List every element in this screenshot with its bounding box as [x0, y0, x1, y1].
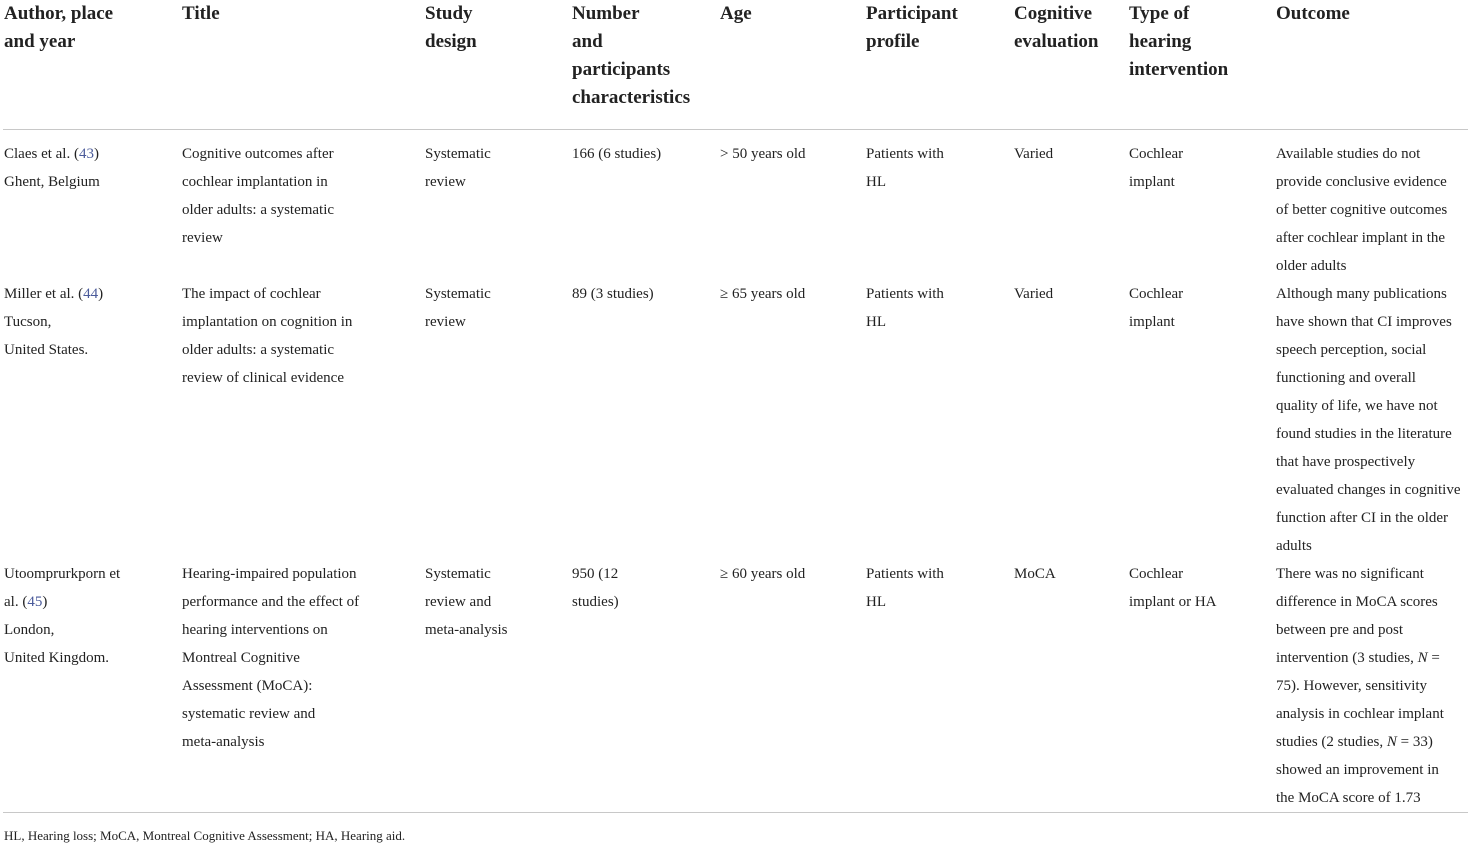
cell-outcome: There was no significant difference in MoCA scores between pre and post intervention (3 studies, N = 75). However, sensitivity analysis in cochlear implant studies (2 studies, N = 33) showed an improvement in the MoCA score of 1.73 [1275, 560, 1468, 813]
header-intervention: Type of hearing intervention [1128, 0, 1275, 130]
studies-table [3, 0, 1468, 813]
reference-link[interactable]: 43 [78, 146, 94, 162]
header-row [3, 0, 1468, 130]
table-footnote: HL, Hearing loss; MoCA, Montreal Cognitive Assessment; HA, Hearing aid. [4, 828, 406, 843]
cell-age: ≥ 65 years old [720, 286, 806, 302]
header-cognitive: Cognitive evaluation [1013, 0, 1128, 130]
cell-profile: Patients with HL [865, 560, 1013, 813]
cell-author: Claes et al. (43) Ghent, Belgium [4, 146, 100, 190]
cell-study-design: Systematic review [425, 286, 491, 330]
cell-age: > 50 years old [720, 146, 806, 162]
cell-intervention: Cochlear implant [1129, 286, 1184, 330]
header-number: Number and participants characteristics [571, 0, 719, 130]
cell-outcome: Although many publications have shown that CI improves speech perception, social functioning and overall quality of life, we have not found studies in the literature that have prospectively evaluated changes in cognitive function after CI in the older adults [1276, 286, 1461, 554]
cell-study-design: Systematic review [425, 146, 491, 190]
cell-cognitive: MoCA [1013, 560, 1128, 813]
cell-number: 950 (12 studies) [571, 560, 719, 813]
cell-outcome: Available studies do not provide conclusive evidence of better cognitive outcomes after cochlear implant in the older adults [1276, 146, 1448, 274]
table-row [3, 280, 1468, 560]
cell-intervention: Cochlear implant or HA [1128, 560, 1275, 813]
reference-link[interactable]: 44 [83, 286, 99, 302]
cell-author: Miller et al. (44) Tucson, United States. [4, 286, 104, 358]
cell-profile: Patients with HL [866, 146, 944, 190]
cell-study-design: Systematic review and meta-analysis [424, 560, 571, 813]
header-age: Age [719, 0, 865, 130]
cell-title: Hearing-impaired population performance and the effect of hearing interventions on Montreal Cognitive Assessment (MoCA): systematic review and meta-analysis [181, 560, 424, 813]
cell-age: ≥ 60 years old [719, 560, 865, 813]
cell-number: 89 (3 studies) [572, 286, 654, 302]
cell-author: Utoomprurkporn et al. (45) London, United Kingdom. [3, 560, 181, 813]
cell-number: 166 (6 studies) [572, 146, 662, 162]
header-study-design: Study design [424, 0, 571, 130]
header-profile: Participant profile [865, 0, 1013, 130]
cell-cognitive: Varied [1014, 286, 1054, 302]
header-outcome: Outcome [1275, 0, 1468, 130]
cell-intervention: Cochlear implant [1129, 146, 1184, 190]
header-title: Title [181, 0, 424, 130]
header-author: Author, place and year [3, 0, 181, 130]
cell-title: Cognitive outcomes after cochlear implantation in older adults: a systematic review [182, 146, 335, 246]
cell-cognitive: Varied [1014, 146, 1054, 162]
cell-profile: Patients with HL [866, 286, 944, 330]
cell-title: The impact of cochlear implantation on cognition in older adults: a systematic review of clinical evidence [182, 286, 353, 386]
table-row [3, 560, 1468, 813]
reference-link[interactable]: 45 [27, 594, 43, 610]
table-row [3, 130, 1468, 281]
